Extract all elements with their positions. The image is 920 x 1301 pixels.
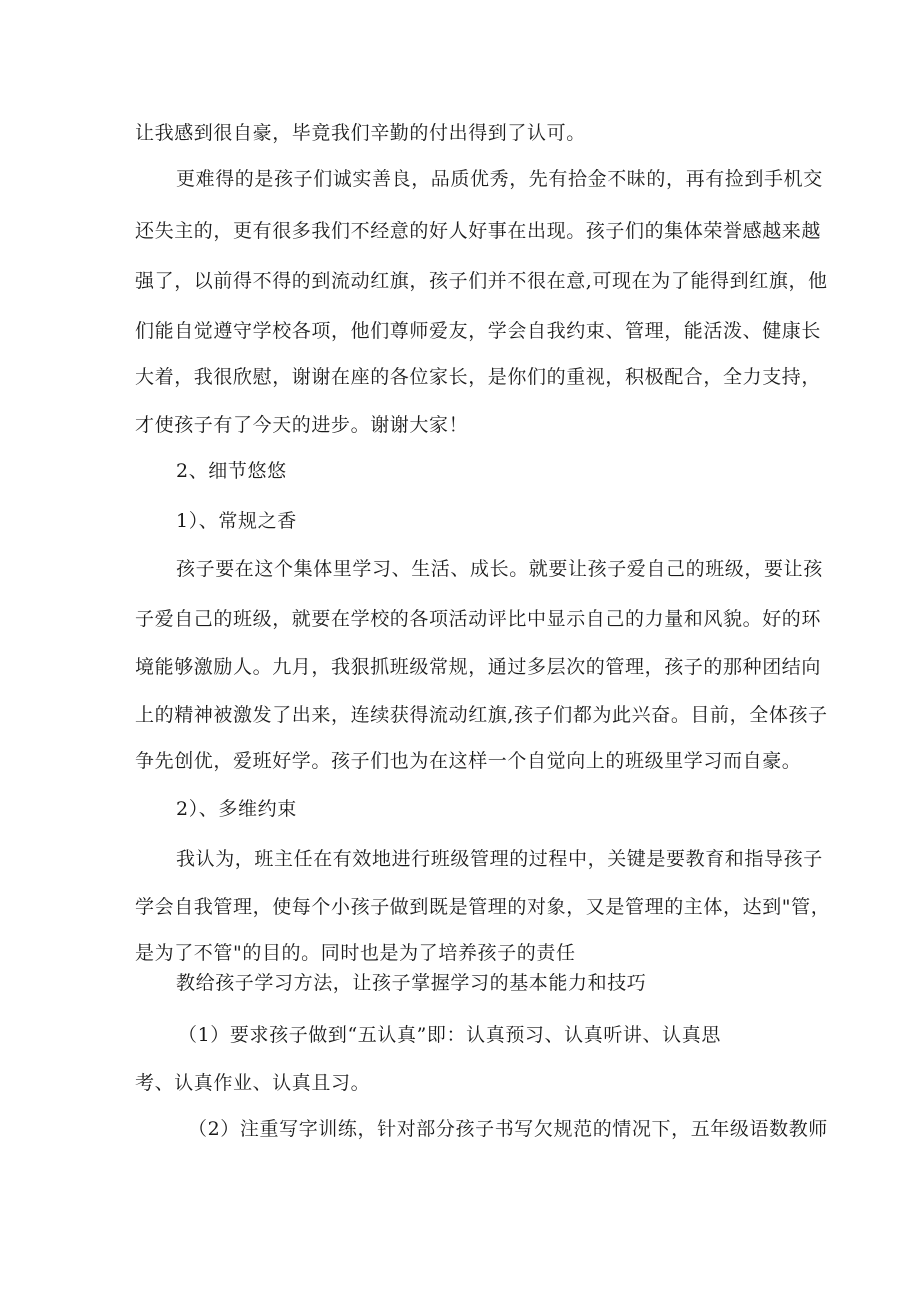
text-line: 我认为，班主任在有效地进行班级管理的过程中，关键是要教育和指导孩子 bbox=[176, 848, 823, 870]
text-line: 学会自我管理，使每个小孩子做到既是管理的对象，又是管理的主体，达到"管， bbox=[135, 896, 831, 918]
list-item: （1）要求孩子做到“五认真”即：认真预习、认真听讲、认真思 bbox=[178, 1024, 721, 1046]
section-heading: 2、细节悠悠 bbox=[176, 460, 287, 482]
subsection-heading: 2）、多维约束 bbox=[176, 798, 297, 820]
text-line: 上的精神被激发了出来，连续获得流动红旗,孩子们都为此兴奋。目前，全体孩子 bbox=[135, 704, 828, 726]
text-line: 是为了不管"的目的。同时也是为了培养孩子的责任 bbox=[135, 942, 576, 964]
text-line: 境能够激励人。九月，我狠抓班级常规，通过多层次的管理，孩子的那种团结向 bbox=[135, 656, 822, 678]
text-line: 孩子要在这个集体里学习、生活、成长。就要让孩子爱自己的班级，要让孩 bbox=[176, 558, 823, 580]
text-line: 更难得的是孩子们诚实善良，品质优秀，先有拾金不昧的，再有捡到手机交 bbox=[176, 168, 823, 190]
text-line: 还失主的，更有很多我们不经意的好人好事在出现。孩子们的集体荣誉感越来越 bbox=[135, 220, 822, 242]
subsection-heading: 1）、常规之香 bbox=[176, 510, 297, 532]
text-line: 强了，以前得不得的到流动红旗，孩子们并不很在意,可现在为了能得到红旗，他 bbox=[135, 270, 828, 292]
text-line: 大着，我很欣慰，谢谢在座的各位家长，是你们的重视，积极配合，全力支持， bbox=[135, 366, 822, 388]
list-item: （2）注重写字训练，针对部分孩子书写欠规范的情况下，五年级语数教师 bbox=[188, 1118, 828, 1140]
text-line: 让我感到很自豪，毕竟我们辛勤的付出得到了认可。 bbox=[135, 122, 586, 144]
text-line: 子爱自己的班级，就要在学校的各项活动评比中显示自己的力量和风貌。好的环 bbox=[135, 608, 822, 630]
text-line: 才使孩子有了今天的进步。谢谢大家！ bbox=[135, 414, 469, 436]
text-line: 们能自觉遵守学校各项，他们尊师爱友，学会自我约束、管理，能活泼、健康长 bbox=[135, 320, 822, 342]
text-line: 争先创优，爱班好学。孩子们也为在这样一个自觉向上的班级里学习而自豪。 bbox=[135, 750, 802, 772]
text-line: 教给孩子学习方法，让孩子掌握学习的基本能力和技巧 bbox=[176, 972, 647, 994]
text-line: 考、认真作业、认真且习。 bbox=[135, 1072, 371, 1094]
